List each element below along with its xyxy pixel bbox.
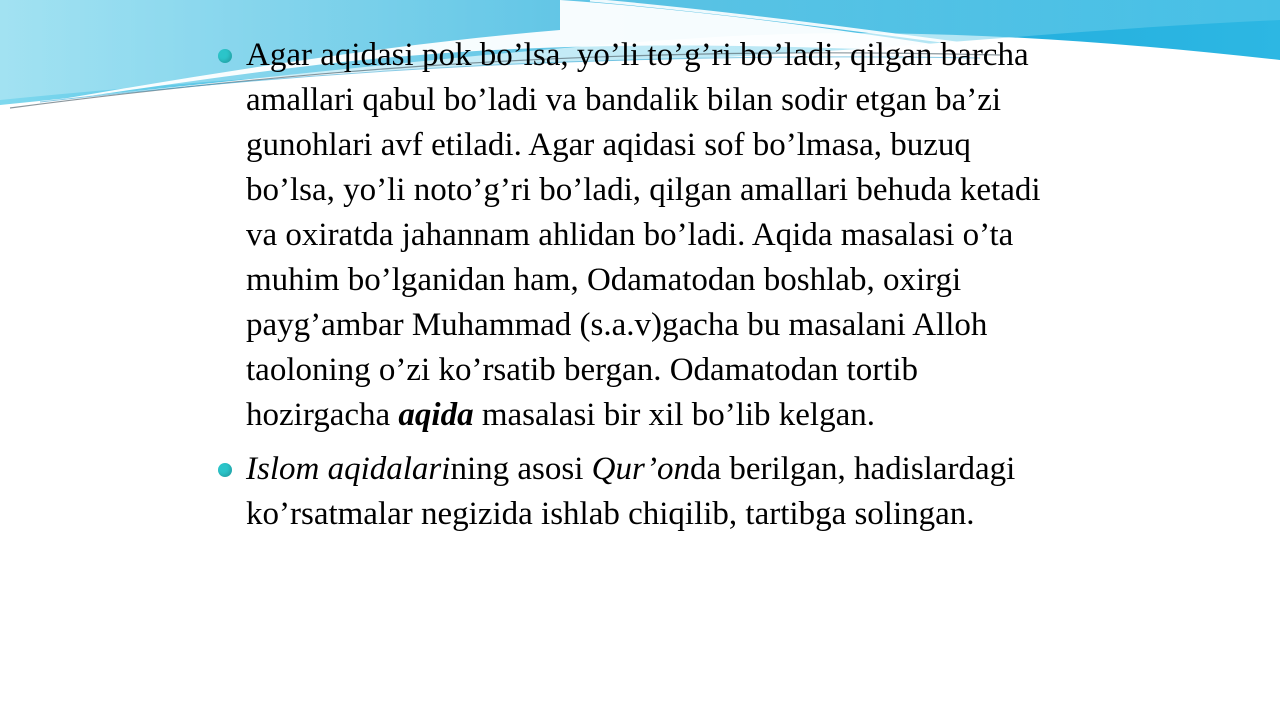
bullet-item-1 xyxy=(218,33,1068,438)
bullet-2-italic-2: Qur’on xyxy=(591,451,690,487)
bullet-1-text-part2: masalasi bir xil bo’lib kelgan. xyxy=(473,397,875,433)
bullet-2-plain-2: da berilgan, hadislardagi ko’rsatmalar negizida ishlab chiqilib, tartibga solingan. xyxy=(246,451,1016,532)
bullet-1-text-part1: Agar aqidasi pok bo’lsa, yo’li to’g’ri bo’ladi, qilgan barcha amallari qabul bo’ladi va bandalik bilan sodir etgan ba’zi gunohlari avf etiladi. Agar aqidasi sof bo’lmasa, buzuq bo’lsa, yo’li noto’g’ri bo’ladi, qilgan amallari behuda ketadi va oxiratda jahannam ahlidan bo’ladi. Aqida masalasi o’ta muhim bo’lganidan ham, Odamatodan boshlab, oxirgi payg’ambar Muhammad (s.a.v)gacha bu masalani Alloh taoloning o’zi ko’rsatib bergan. Odamatodan tortib hozirgacha xyxy=(246,37,1041,433)
bullet-item-2 xyxy=(218,447,1068,537)
bullet-2-plain-1: ning asosi xyxy=(450,451,592,487)
bullet-dot-icon xyxy=(218,463,232,477)
bullet-2-italic-1: Islom aqidalari xyxy=(246,451,451,487)
slide-body xyxy=(218,33,1068,546)
bullet-1-emphasis: aqida xyxy=(398,397,474,433)
bullet-dot-icon xyxy=(218,49,232,63)
